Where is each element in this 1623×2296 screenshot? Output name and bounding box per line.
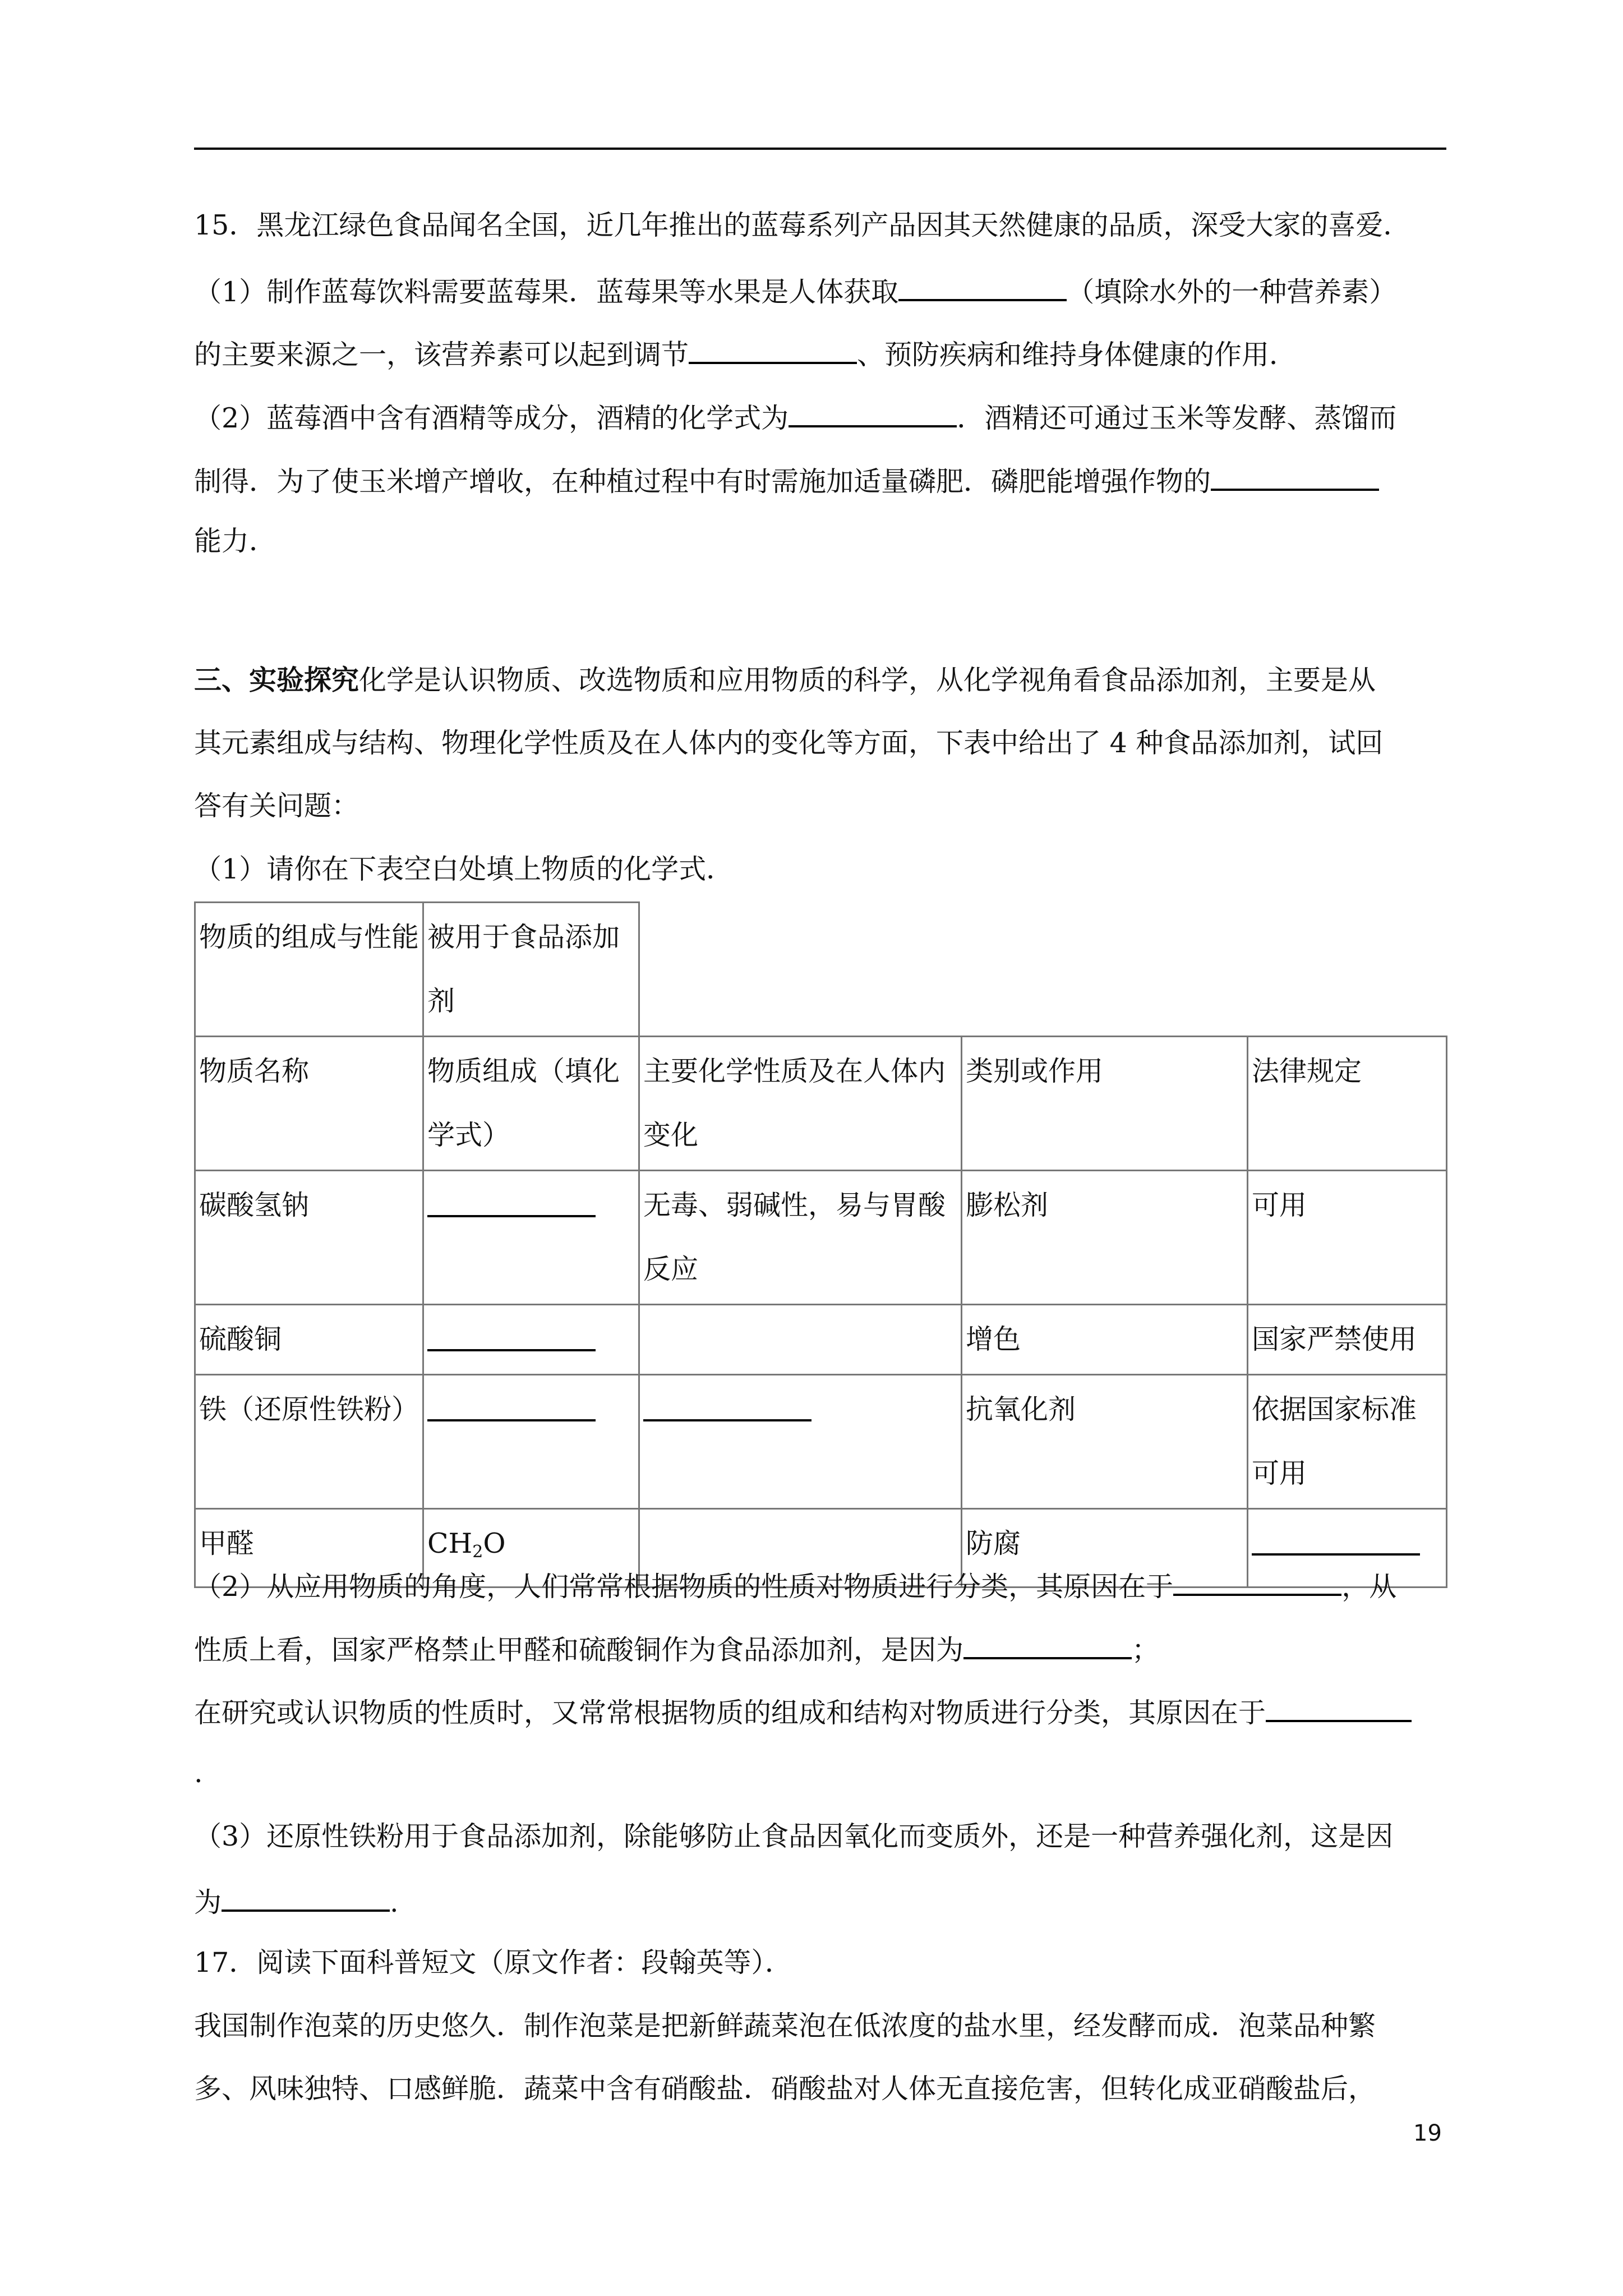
table-row: [195, 1305, 1447, 1375]
table-header: 物质名称: [195, 1037, 423, 1171]
part2-line1: （2）从应用物质的角度，人们常常根据物质的性质对物质进行分类，其原因在于 ，从: [194, 1567, 1450, 1604]
table-cell: 碳酸氢钠: [195, 1171, 423, 1305]
answer-blank-nutrient[interactable]: [898, 272, 1067, 301]
answer-blank-alcohol-formula[interactable]: [789, 398, 957, 427]
table-cell: 无毒、弱碱性，易与胃酸反应: [639, 1171, 962, 1305]
table-cell: 可用: [1248, 1171, 1447, 1305]
q15-part2-line2: 制得．为了使玉米增产增收，在种植过程中有时需施加适量磷肥．磷肥能增强作物的: [194, 462, 1450, 499]
page-number: 19: [1413, 2120, 1442, 2146]
table-row: [195, 1375, 1447, 1509]
answer-blank[interactable]: [427, 1308, 596, 1351]
table-cell: 铁（还原性铁粉）: [195, 1375, 423, 1509]
section-heading: 三、实验探究: [194, 664, 359, 696]
table-cell: 物质的组成与性能: [195, 903, 423, 1037]
answer-blank[interactable]: [1252, 1512, 1420, 1556]
part2-line4: .: [194, 1757, 203, 1789]
answer-blank[interactable]: [427, 1378, 596, 1421]
table-cell: 硫酸铜: [195, 1305, 423, 1375]
table-cell: 国家严禁使用: [1248, 1305, 1447, 1375]
table-cell: 依据国家标准可用: [1248, 1375, 1447, 1509]
table-cell: [639, 1305, 962, 1375]
table-row: [195, 1171, 1447, 1305]
table-header: 法律规定: [1248, 1037, 1447, 1171]
header-rule: [194, 148, 1446, 150]
q15-stem: 15．黑龙江绿色食品闻名全国，近几年推出的蓝莓系列产品因其天然健康的品质，深受大家的喜爱．: [194, 209, 1411, 241]
q15-part1-line2: 的主要来源之一，该营养素可以起到调节 、预防疾病和维持身体健康的作用．: [194, 335, 1450, 372]
part2-line2: 性质上看，国家严格禁止甲醛和硫酸铜作为食品添加剂，是因为 ；: [194, 1630, 1450, 1667]
answer-blank-ban-reason[interactable]: [963, 1630, 1132, 1659]
answer-blank-regulate[interactable]: [689, 335, 857, 364]
part2-line3: 在研究或认识物质的性质时，又常常根据物质的组成和结构对物质进行分类，其原因在于: [194, 1693, 1450, 1730]
section3-intro-line2: 其元素组成与结构、物理化学性质及在人体内的变化等方面，下表中给出了 4 种食品添加剂，试回: [194, 727, 1384, 759]
answer-blank-structure-reason[interactable]: [1266, 1693, 1412, 1722]
table-cell: [423, 1171, 639, 1305]
table-header-row: [195, 1037, 1447, 1171]
table-cell: [423, 1375, 639, 1509]
answer-blank-classify-reason[interactable]: [1173, 1567, 1341, 1596]
q15-part1-line1: （1）制作蓝莓饮料需要蓝莓果．蓝莓果等水果是人体获取 （填除水外的一种营养素）: [194, 272, 1450, 309]
answer-blank-phosphate[interactable]: [1211, 462, 1379, 491]
q17-title: 17．阅读下面科普短文（原文作者：段翰英等）．: [194, 1947, 792, 1978]
q15-part2-line3: 能力．: [194, 525, 277, 557]
table-header: 主要化学性质及在人体内变化: [639, 1037, 962, 1171]
part3-line2: 为 .: [194, 1883, 1450, 1920]
q17-para-line1: 我国制作泡菜的历史悠久．制作泡菜是把新鲜蔬菜泡在低浓度的盐水里，经发酵而成．泡菜品种繁: [194, 2010, 1376, 2042]
table-cell: 抗氧化剂: [962, 1375, 1248, 1509]
table-header: 类别或作用: [962, 1037, 1248, 1171]
part3-line1: （3）还原性铁粉用于食品添加剂，除能够防止食品因氧化而变质外，还是一种营养强化剂，这是因: [194, 1820, 1394, 1852]
table-cell: [639, 1375, 962, 1509]
table-cell: 增色: [962, 1305, 1248, 1375]
table-row: [195, 903, 1447, 1037]
table-cell: 甲醛: [195, 1509, 423, 1588]
section3-intro-line3: 答有关问题：: [194, 790, 359, 822]
q17-para-line2: 多、风味独特、口感鲜脆．蔬菜中含有硝酸盐．硝酸盐对人体无直接危害，但转化成亚硝酸盐后，: [194, 2073, 1376, 2105]
section3-intro-line1: 三、实验探究化学是认识物质、改选物质和应用物质的科学，从化学视角看食品添加剂，主要是从: [194, 664, 1376, 696]
table-cell: 被用于食品添加剂: [423, 903, 639, 1037]
section3-q1: （1）请你在下表空白处填上物质的化学式．: [194, 853, 734, 885]
table-cell: 膨松剂: [962, 1171, 1248, 1305]
answer-blank[interactable]: [643, 1378, 811, 1421]
formula-cell: $CH_2O$: [423, 1509, 639, 1588]
answer-blank[interactable]: [427, 1174, 596, 1217]
table-header: 物质组成（填化学式）: [423, 1037, 639, 1171]
q15-part2-line1: （2）蓝莓酒中含有酒精等成分，酒精的化学式为 ．酒精还可通过玉米等发酵、蒸馏而: [194, 398, 1450, 435]
additives-table: [194, 901, 1447, 1588]
answer-blank-iron-reason[interactable]: [222, 1883, 390, 1912]
table-cell: 防腐: [962, 1509, 1248, 1588]
table-cell: [423, 1305, 639, 1375]
